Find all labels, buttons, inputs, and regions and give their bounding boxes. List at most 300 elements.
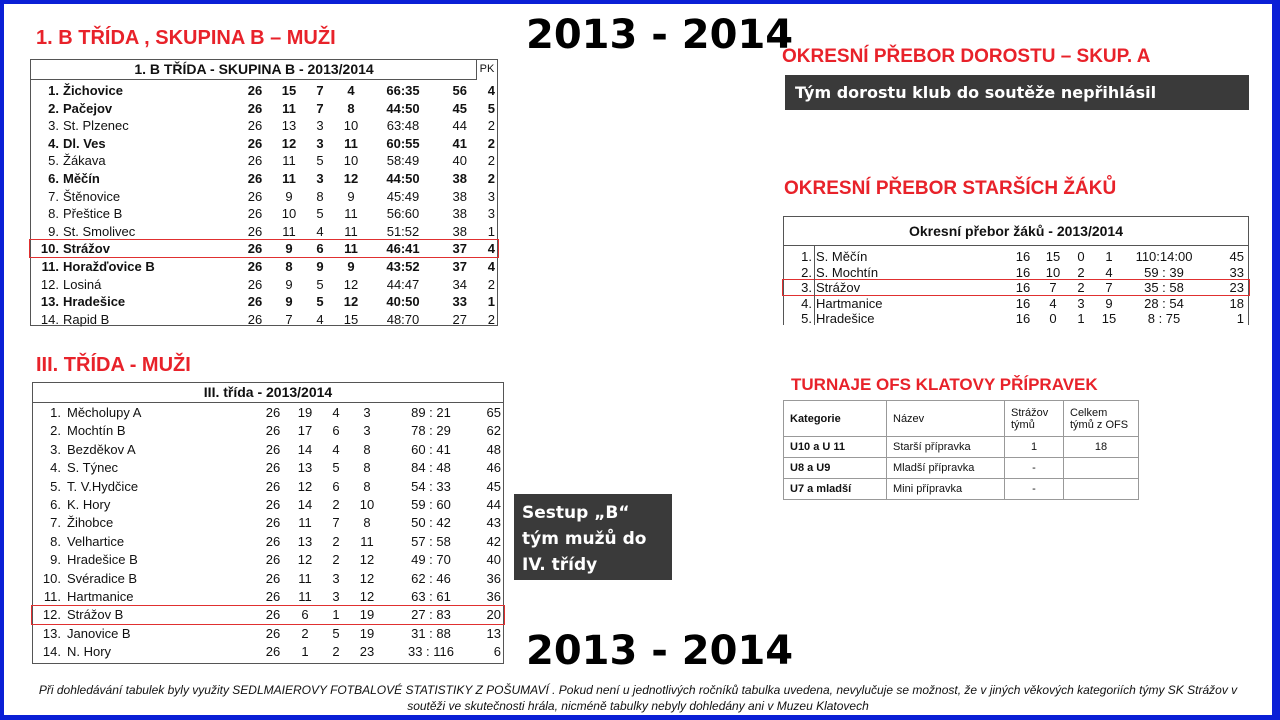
cell-v: 8: [285, 259, 293, 274]
table-row: [784, 265, 1248, 281]
cell-pk: 3: [487, 206, 495, 222]
table-row: [31, 258, 497, 276]
league-table-iii-class: [32, 382, 504, 664]
cell-pts: 38: [452, 223, 467, 239]
cell-pos: 3.: [50, 441, 61, 457]
cell-pos: 1.: [48, 83, 59, 98]
table-row: [33, 588, 503, 606]
cell-r: 2: [332, 497, 340, 512]
cell-r: 3: [316, 171, 324, 186]
cell-pos: 4.: [801, 295, 812, 311]
cell-score: 78 : 29: [411, 423, 451, 439]
cell-pts: 65: [486, 405, 501, 420]
cell-p: 10: [343, 153, 359, 169]
cell-r: 2: [332, 644, 340, 660]
header-celkem: Celkem týmů z OFS: [1064, 401, 1139, 437]
cell-r: 5: [316, 206, 324, 222]
cell-r: 2: [332, 552, 340, 568]
cell-team: K. Hory: [67, 497, 111, 512]
table-row: [33, 404, 503, 422]
cell-r: 6: [332, 478, 340, 494]
cell-v: 13: [297, 533, 313, 549]
cell-v: 9: [285, 276, 293, 292]
cell-p: 9: [1105, 295, 1113, 311]
header-strazov: Strážov týmů: [1005, 401, 1064, 437]
cell-r: 4: [332, 441, 340, 457]
cell-z: 26: [247, 294, 263, 310]
cell-pos: 7.: [50, 515, 61, 531]
cell-z: 26: [265, 607, 281, 623]
cell-score: 44:47: [386, 276, 420, 292]
league-table-zaci: [783, 216, 1249, 325]
cell-pos: 2.: [48, 100, 59, 116]
cell-z: 26: [247, 223, 263, 239]
cell-score: 44:50: [386, 171, 420, 186]
cell-p: 3: [363, 423, 371, 439]
cell-pk: 3: [487, 188, 495, 204]
cell-v: 15: [281, 83, 297, 98]
cell-z: 26: [247, 118, 263, 134]
cell-score: 54 : 33: [411, 478, 451, 494]
cell-team: Dl. Ves: [63, 135, 106, 151]
cell-pts: 27: [452, 311, 467, 327]
cell-r: 3: [316, 118, 324, 134]
cell-pts: 38: [452, 206, 467, 222]
table-row: [33, 441, 503, 459]
table-row: [31, 117, 497, 135]
cell-score: 45:49: [386, 188, 420, 204]
cell-v: 12: [297, 552, 313, 568]
cell-team: Strážov: [816, 280, 861, 296]
cell-z: 26: [247, 259, 263, 274]
cell-pts: 1: [1236, 311, 1244, 327]
cell-team: St. Plzenec: [63, 118, 129, 134]
cell-r: 5: [332, 625, 340, 641]
cell-v: 12: [281, 135, 297, 151]
cell-team: Žákava: [63, 153, 106, 169]
cell-pk: 2: [487, 135, 495, 151]
cell-v: 11: [298, 570, 312, 586]
cell-pk: 2: [487, 276, 495, 292]
cell-team: Hartmanice: [67, 589, 134, 604]
cell-score: 60 : 41: [411, 441, 451, 457]
cell-r: 3: [316, 135, 324, 151]
cell-pos: 14.: [42, 644, 61, 660]
cell-team: Rapid B: [63, 311, 110, 327]
cell-nazev: Starší přípravka: [887, 437, 1005, 458]
cell-pts: 48: [486, 441, 501, 457]
cell-pts: 20: [486, 607, 501, 623]
cell-z: 26: [265, 497, 281, 512]
cell-strazov: -: [1005, 479, 1064, 500]
cell-z: 26: [247, 100, 263, 116]
cell-v: 14: [297, 497, 313, 512]
cell-pos: 9.: [50, 552, 61, 568]
cell-pts: 45: [486, 478, 501, 494]
cell-pts: 41: [452, 135, 467, 151]
cell-p: 11: [344, 206, 358, 222]
cell-z: 16: [1015, 264, 1031, 280]
cell-celkem: [1064, 458, 1139, 479]
cell-score: 33 : 116: [407, 644, 455, 660]
cell-pos: 14.: [40, 311, 59, 327]
cell-z: 26: [265, 533, 281, 549]
cell-z: 16: [1015, 295, 1031, 311]
season-title-top: 2013 - 2014: [526, 12, 794, 58]
cell-v: 10: [281, 206, 297, 222]
cell-r: 2: [1077, 280, 1085, 296]
table-row: [33, 514, 503, 532]
header-nazev: Název: [887, 401, 1005, 437]
cell-v: 10: [1045, 264, 1061, 280]
cell-score: 35 : 58: [1144, 280, 1184, 296]
dorost-note: Tým dorostu klub do soutěže nepřihlásil: [795, 83, 1157, 102]
cell-p: 11: [360, 533, 374, 549]
cell-score: 40:50: [386, 294, 420, 310]
cell-pk: 2: [487, 171, 495, 186]
table-row: [33, 551, 503, 569]
cell-v: 12: [297, 478, 313, 494]
table-row: [784, 296, 1248, 312]
cell-z: 26: [247, 241, 263, 257]
cell-team: Hradešice: [816, 311, 875, 327]
cell-pk: 5: [487, 100, 495, 116]
cell-r: 9: [316, 259, 324, 274]
cell-z: 26: [247, 276, 263, 292]
cell-pts: 38: [452, 171, 467, 186]
cell-p: 1: [1105, 249, 1113, 264]
cell-pts: 44: [486, 497, 501, 512]
cell-v: 11: [282, 153, 296, 169]
table-row: [33, 459, 503, 477]
heading-dorost: OKRESNÍ PŘEBOR DOROSTU – SKUP. A: [782, 46, 1151, 67]
cell-z: 26: [247, 188, 263, 204]
cell-pos: 8.: [48, 206, 59, 222]
table-row: [33, 570, 503, 588]
cell-p: 12: [343, 171, 359, 186]
cell-pk: 4: [487, 241, 495, 257]
cell-team: Žihobce: [67, 515, 114, 531]
table-row: [31, 170, 497, 188]
cell-z: 16: [1015, 311, 1031, 327]
footer-note: Při dohledávání tabulek byly využity SEDLMAIEROVY FOTBALOVÉ STATISTIKY Z POŠUMAVÍ . Pokud není u jednotlivých ročníků tabulka uvedena, nevylučuje se možnost, že v jiných věkových kategoriích týmy SK Strážov v soutěži ve skutečnosti hrála, nicméně tabulky nebyly dohledány ani v Muzeu Klatovech: [38, 683, 1238, 713]
table-row: [33, 625, 503, 643]
cell-pk: 2: [487, 118, 495, 134]
cell-team: Štěnovice: [63, 188, 121, 204]
cell-pts: 56: [452, 83, 467, 98]
cell-p: 10: [343, 118, 359, 134]
cell-p: 11: [344, 223, 358, 239]
cell-score: 60:55: [386, 135, 420, 151]
cell-team: Mochtín B: [67, 423, 126, 439]
cell-z: 16: [1015, 280, 1031, 296]
cell-pk: 4: [487, 83, 495, 98]
cell-team: Přeštice B: [63, 206, 123, 222]
cell-pos: 5.: [48, 153, 59, 169]
table-row: [33, 422, 503, 440]
cell-z: 26: [265, 644, 281, 660]
cell-z: 26: [265, 515, 281, 531]
cell-pos: 3.: [48, 118, 59, 134]
cell-v: 13: [281, 118, 297, 134]
cell-p: 12: [343, 294, 359, 310]
cell-z: 26: [247, 206, 263, 222]
cell-team: Velhartice: [67, 533, 125, 549]
cell-r: 3: [332, 570, 340, 586]
cell-pts: 34: [452, 276, 467, 292]
cell-v: 4: [1049, 295, 1057, 311]
cell-score: 62 : 46: [411, 570, 451, 586]
cell-z: 26: [265, 625, 281, 641]
highlighted-row-frame: [31, 605, 505, 624]
cell-pos: 12.: [42, 607, 61, 623]
cell-pos: 4.: [48, 135, 59, 151]
cell-team: Měcholupy A: [67, 405, 142, 420]
cell-pts: 23: [1229, 280, 1244, 296]
cell-score: 44:50: [386, 100, 420, 116]
season-title-bottom: 2013 - 2014: [526, 628, 794, 674]
cell-p: 4: [1105, 264, 1113, 280]
cell-team: N. Hory: [67, 644, 112, 660]
cell-pos: 6.: [50, 497, 61, 512]
cell-p: 12: [359, 552, 375, 568]
cell-pts: 40: [486, 552, 501, 568]
cell-p: 3: [363, 405, 371, 420]
cell-team: Losiná: [63, 276, 102, 292]
heading-iii-class: III. TŘÍDA - MUŽI: [36, 354, 191, 376]
cell-pts: 18: [1229, 295, 1244, 311]
cell-pos: 2.: [801, 264, 812, 280]
cell-v: 11: [282, 223, 296, 239]
cell-pos: 10.: [40, 241, 59, 257]
cell-pos: 2.: [50, 423, 61, 439]
cell-nazev: Mladší přípravka: [887, 458, 1005, 479]
cell-score: 66:35: [386, 83, 420, 98]
cell-r: 4: [332, 405, 340, 420]
table-row: [33, 533, 503, 551]
cell-r: 2: [1077, 264, 1085, 280]
cell-pts: 46: [486, 460, 501, 476]
cell-celkem: [1064, 479, 1139, 500]
cell-v: 11: [298, 589, 312, 604]
cell-kategorie: U7 a mladší: [784, 479, 887, 500]
cell-pts: 33: [452, 294, 467, 310]
cell-v: 11: [282, 100, 296, 116]
cell-pos: 4.: [50, 460, 61, 476]
cell-score: 59 : 60: [411, 497, 451, 512]
cell-p: 19: [359, 607, 375, 623]
cell-z: 26: [265, 552, 281, 568]
cell-z: 26: [247, 153, 263, 169]
cell-z: 26: [247, 135, 263, 151]
table-row: [31, 205, 497, 223]
cell-z: 26: [265, 570, 281, 586]
cell-pts: 45: [1229, 249, 1244, 264]
cell-r: 4: [316, 223, 324, 239]
cell-pos: 5.: [50, 478, 61, 494]
cell-team: Pačejov: [63, 100, 113, 116]
cell-pos: 7.: [48, 188, 59, 204]
table-row: [31, 276, 497, 294]
cell-z: 26: [265, 405, 281, 420]
cell-v: 11: [282, 171, 296, 186]
cell-pk: 2: [487, 311, 495, 327]
cell-r: 6: [332, 423, 340, 439]
cell-v: 9: [285, 294, 293, 310]
cell-score: 43:52: [386, 259, 420, 274]
table-row: [31, 188, 497, 206]
cell-p: 19: [359, 625, 375, 641]
cell-pts: 33: [1229, 264, 1244, 280]
cell-score: 59 : 39: [1144, 264, 1184, 280]
cell-score: 58:49: [386, 153, 420, 169]
cell-p: 12: [359, 570, 375, 586]
cell-v: 2: [301, 625, 309, 641]
cell-v: 7: [1049, 280, 1057, 296]
cell-pts: 62: [486, 423, 501, 439]
heading-turnaje: TURNAJE OFS KLATOVY PŘÍPRAVEK: [791, 375, 1098, 394]
highlighted-row-frame: [782, 279, 1250, 296]
cell-v: 0: [1049, 311, 1057, 327]
table-row: [31, 152, 497, 170]
cell-r: 5: [316, 276, 324, 292]
cell-team: S. Mochtín: [816, 264, 879, 280]
cell-pos: 11.: [41, 259, 59, 274]
cell-team: Žichovice: [63, 83, 123, 98]
cell-pts: 36: [486, 589, 501, 604]
cell-z: 26: [265, 478, 281, 494]
cell-score: 8 : 75: [1147, 311, 1181, 327]
cell-celkem: 18: [1064, 437, 1139, 458]
cell-pts: 37: [452, 259, 467, 274]
cell-pos: 8.: [50, 533, 61, 549]
cell-score: 63 : 61: [411, 589, 451, 604]
cell-pos: 3.: [801, 280, 812, 296]
cell-pts: 6: [493, 644, 501, 660]
cell-kategorie: U8 a U9: [784, 458, 887, 479]
cell-v: 6: [301, 607, 309, 623]
highlighted-row-frame: [29, 239, 499, 258]
cell-p: 11: [344, 135, 358, 151]
cell-team: Hradešice B: [67, 552, 138, 568]
cell-pos: 12.: [40, 276, 59, 292]
cell-pos: 1.: [801, 249, 812, 264]
cell-team: Měčín: [63, 171, 100, 186]
cell-p: 8: [363, 460, 371, 476]
cell-r: 8: [316, 188, 324, 204]
cell-score: 84 : 48: [411, 460, 451, 476]
cell-kategorie: U10 a U 11: [784, 437, 887, 458]
cell-pk: 1: [487, 223, 495, 239]
cell-r: 0: [1077, 249, 1085, 264]
table-title: 1. B TŘÍDA - SKUPINA B - 2013/2014: [31, 60, 477, 80]
cell-strazov: -: [1005, 458, 1064, 479]
cell-nazev: Mini přípravka: [887, 479, 1005, 500]
table-title: III. třída - 2013/2014: [33, 383, 503, 403]
cell-z: 16: [1015, 249, 1031, 264]
cell-team: S. Měčín: [816, 249, 868, 264]
cell-r: 5: [316, 294, 324, 310]
table-row: [31, 311, 497, 329]
table-row: [33, 496, 503, 514]
table-row: [33, 478, 503, 496]
cell-v: 14: [297, 441, 313, 457]
cell-pos: 6.: [48, 171, 59, 186]
cell-z: 26: [265, 460, 281, 476]
cell-z: 26: [247, 83, 263, 98]
cell-score: 50 : 42: [411, 515, 451, 531]
cell-team: Strážov B: [67, 607, 124, 623]
cell-v: 7: [285, 311, 293, 327]
cell-r: 3: [1077, 295, 1085, 311]
cell-v: 19: [297, 405, 313, 420]
cell-p: 12: [359, 589, 375, 604]
cell-pos: 10.: [42, 570, 61, 586]
cell-v: 15: [1045, 249, 1061, 264]
cell-pts: 42: [486, 533, 501, 549]
cell-team: Svéradice B: [67, 570, 138, 586]
cell-p: 12: [343, 276, 359, 292]
cell-pk: 4: [487, 259, 495, 274]
cell-team: St. Smolivec: [63, 223, 136, 239]
cell-r: 7: [316, 100, 324, 116]
cell-pos: 1.: [50, 405, 61, 420]
cell-pos: 5.: [801, 311, 812, 327]
cell-z: 26: [247, 311, 263, 327]
cell-pk: 1: [487, 294, 495, 310]
cell-v: 13: [297, 460, 313, 476]
sestup-note: Sestup „B“ tým mužů do IV. třídy: [522, 503, 647, 575]
cell-pts: 37: [452, 241, 467, 257]
cell-score: 48:70: [386, 311, 420, 327]
cell-pts: 44: [452, 118, 467, 134]
cell-z: 26: [265, 441, 281, 457]
cell-p: 9: [347, 259, 355, 274]
cell-team: Janovice B: [67, 625, 131, 641]
cell-score: 56:60: [386, 206, 420, 222]
cell-r: 2: [332, 533, 340, 549]
cell-r: 1: [1077, 311, 1085, 327]
cell-r: 5: [316, 153, 324, 169]
cell-r: 7: [332, 515, 340, 531]
cell-pts: 43: [486, 515, 501, 531]
cell-pk: 2: [487, 153, 495, 169]
cell-team: S. Týnec: [67, 460, 119, 476]
cell-pos: 13.: [40, 294, 59, 310]
table-row: [31, 223, 497, 241]
cell-p: 9: [347, 188, 355, 204]
cell-p: 15: [1101, 311, 1117, 327]
cell-score: 27 : 83: [411, 607, 451, 623]
cell-score: 46:41: [386, 241, 420, 257]
cell-pts: 45: [452, 100, 467, 116]
cell-p: 4: [347, 83, 355, 98]
pk-header: PK: [476, 60, 497, 79]
cell-team: Bezděkov A: [67, 441, 136, 457]
table-row: [33, 643, 503, 661]
cell-score: 57 : 58: [411, 533, 451, 549]
dorost-note-box: [785, 75, 1249, 110]
table-row: [31, 100, 497, 118]
cell-p: 15: [343, 311, 359, 327]
slide: [4, 4, 1272, 715]
header-kategorie: Kategorie: [784, 401, 887, 437]
cell-v: 9: [285, 188, 293, 204]
cell-v: 17: [297, 423, 313, 439]
cell-team: Strážov: [63, 241, 110, 257]
cell-p: 10: [359, 497, 375, 512]
cell-v: 9: [285, 241, 293, 257]
